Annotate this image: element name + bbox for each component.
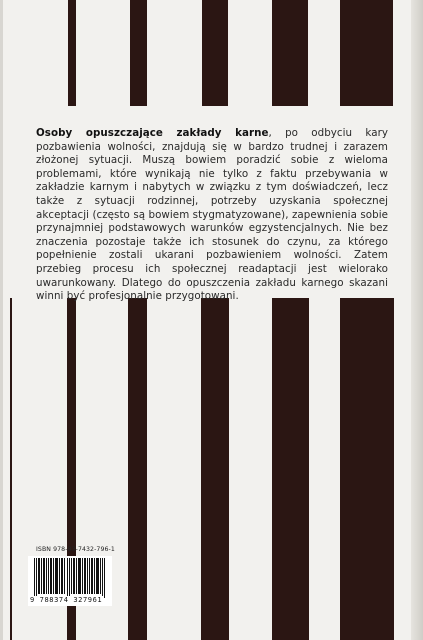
blurb-lead: Osoby opuszczające zakłady karne	[36, 127, 269, 139]
stripe-bottom-2	[128, 298, 147, 640]
stripe-bottom-5	[340, 298, 394, 640]
stripe-bottom-4	[272, 298, 309, 640]
stripe-top-1	[68, 0, 76, 106]
stripe-top-3	[202, 0, 228, 106]
stripe-top-5	[340, 0, 393, 106]
blurb-text: , po odbyciu kary pozbawienia wolności, znajdują się w bardzo trudnej i zarazem złożonej sytuacji. Muszą bowiem poradzić sobie z wieloma problemami, które wynikają nie tylko z faktu przebywania w zakładzie karnym i nabytych w związku z tym doświadczeń, lecz także z sytuacji rodzinnej, potrzeby uzyskania społecznej akceptacji (często są bowiem stygmatyzowane), zapewnienia sobie przynajmniej podstawowych warunków egzystencjalnych. Nie bez znaczenia pozostaje także ich stosunek do czynu, za którego popełnienie zostali ukarani pozbawieniem wolności. Zatem przebieg procesu ich społecznej readaptacji jest wielorako uwarunkowany. Dlatego do opuszczenia zakładu karnego skazani winni być profesjonalnie przygotowani.	[36, 127, 388, 303]
isbn-label: ISBN 978-83-7432-796-1	[36, 546, 115, 553]
cover-right-edge	[411, 0, 423, 640]
cover-left-edge	[0, 0, 3, 640]
stripe-bottom-0	[10, 298, 12, 640]
stripe-top-2	[130, 0, 147, 106]
barcode-digits: 9 788374 327961	[30, 596, 103, 604]
stripe-bottom-3	[201, 298, 229, 640]
stripe-top-4	[272, 0, 308, 106]
back-cover-blurb	[36, 127, 388, 304]
